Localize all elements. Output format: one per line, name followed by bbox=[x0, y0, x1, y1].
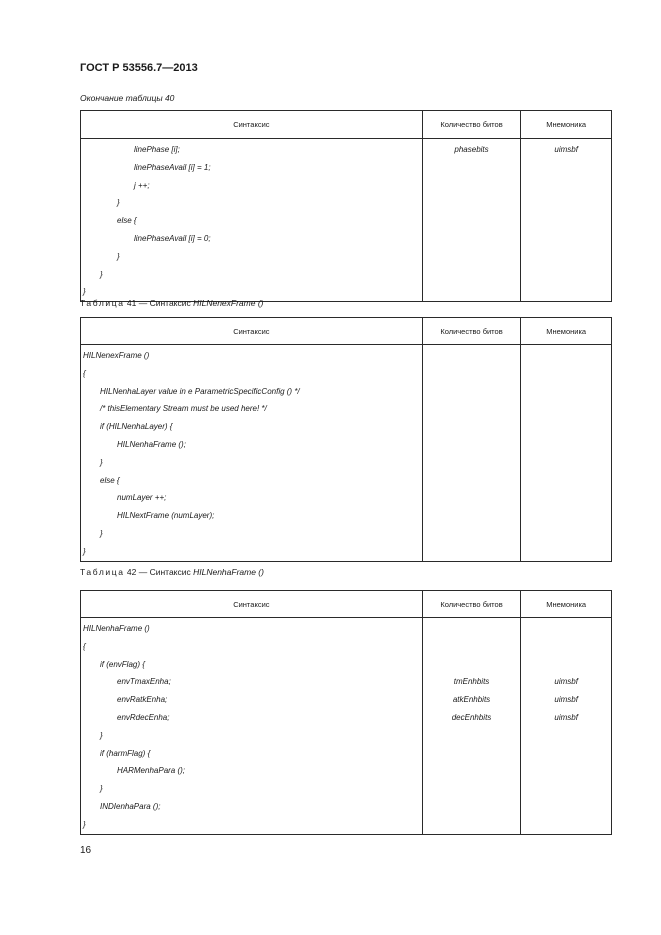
mnemonic-column bbox=[520, 618, 611, 834]
mnemonic-cell bbox=[521, 745, 611, 763]
mnemonic-cell bbox=[521, 798, 611, 816]
bits-cell bbox=[423, 780, 521, 798]
mnemonic-cell bbox=[521, 489, 611, 507]
bits-cell bbox=[423, 656, 521, 674]
mnemonic-cell bbox=[521, 283, 611, 301]
bits-cell: phasebits bbox=[454, 145, 489, 154]
mnemonic-cell bbox=[521, 620, 611, 638]
table42-caption-prefix: Таблица bbox=[80, 567, 125, 577]
mnemonic-cell: uimsbf bbox=[554, 695, 578, 705]
mnemonic-cell bbox=[521, 762, 611, 780]
mnemonic-cell bbox=[521, 656, 611, 674]
bits-cell bbox=[423, 525, 521, 543]
mnemonic-cell bbox=[521, 212, 611, 230]
mnemonic-cell bbox=[521, 816, 611, 834]
syntax-table-41 bbox=[80, 317, 612, 562]
bits-cell bbox=[423, 418, 521, 436]
syntax-line: if (HILNenhaLayer) { bbox=[100, 422, 173, 432]
col-syntax-header: Синтаксис bbox=[233, 326, 270, 336]
mnemonic-column bbox=[520, 139, 611, 301]
syntax-line: if (envFlag) { bbox=[100, 659, 145, 669]
table-body bbox=[81, 618, 611, 834]
bits-cell bbox=[423, 248, 521, 266]
bits-cell bbox=[423, 638, 521, 656]
col-mnemonic-header: Мнемоника bbox=[520, 591, 611, 617]
col-syntax-header: Синтаксис bbox=[233, 599, 270, 609]
table41-caption-rest: 41 — Синтаксис bbox=[124, 298, 194, 308]
bits-cell: atkEnhbits bbox=[452, 695, 491, 705]
table40-caption bbox=[80, 93, 174, 103]
mnemonic-cell: uimsbf bbox=[554, 712, 578, 722]
syntax-line: } bbox=[100, 730, 103, 740]
syntax-line: { bbox=[83, 641, 86, 651]
syntax-line: /* thisElementary Stream must be used here! */ bbox=[100, 404, 267, 414]
bits-cell bbox=[423, 159, 521, 177]
bits-cell bbox=[423, 212, 521, 230]
bits-cell bbox=[423, 283, 521, 301]
bits-cell bbox=[423, 762, 521, 780]
syntax-line: envRdecEnha; bbox=[117, 712, 170, 722]
bits-column bbox=[422, 618, 521, 834]
syntax-line: HILNextFrame (numLayer); bbox=[117, 511, 215, 521]
syntax-line: else { bbox=[117, 216, 137, 226]
syntax-line: { bbox=[83, 368, 86, 378]
mnemonic-cell bbox=[521, 248, 611, 266]
table41-caption-func: HILNenexFrame () bbox=[193, 298, 264, 308]
table41-caption-prefix: Таблица bbox=[80, 298, 125, 308]
syntax-line: } bbox=[117, 198, 120, 208]
syntax-line: envTmaxEnha; bbox=[117, 677, 171, 687]
syntax-line: HILNenexFrame () bbox=[83, 351, 150, 360]
table-body bbox=[81, 345, 611, 561]
bits-cell bbox=[423, 798, 521, 816]
mnemonic-cell bbox=[521, 159, 611, 177]
syntax-column bbox=[81, 618, 422, 834]
bits-cell: decEnhbits bbox=[451, 712, 492, 722]
mnemonic-cell bbox=[521, 525, 611, 543]
mnemonic-cell bbox=[521, 347, 611, 365]
bits-cell bbox=[423, 400, 521, 418]
mnemonic-cell: uimsbf bbox=[554, 145, 578, 154]
syntax-line: linePhaseAvail [i] = 0; bbox=[134, 233, 211, 243]
bits-cell bbox=[423, 507, 521, 525]
mnemonic-cell bbox=[521, 638, 611, 656]
mnemonic-cell bbox=[521, 266, 611, 284]
document-header: ГОСТ Р 53556.7—2013 bbox=[80, 62, 198, 74]
col-mnemonic-header: Мнемоника bbox=[520, 111, 611, 138]
mnemonic-cell: uimsbf bbox=[554, 677, 578, 687]
page-number: 16 bbox=[80, 845, 92, 856]
mnemonic-cell bbox=[521, 543, 611, 561]
table42-caption-func: HILNenhaFrame () bbox=[193, 567, 264, 577]
syntax-line: HILNenhaFrame (); bbox=[117, 439, 186, 449]
table-header bbox=[81, 591, 611, 618]
syntax-line: linePhase [i]; bbox=[134, 145, 180, 154]
syntax-line: else { bbox=[100, 475, 120, 485]
bits-cell bbox=[423, 489, 521, 507]
bits-cell bbox=[423, 472, 521, 490]
syntax-line: envRatkEnha; bbox=[117, 695, 168, 705]
mnemonic-cell bbox=[521, 177, 611, 195]
bits-cell bbox=[423, 543, 521, 561]
table42-caption bbox=[80, 567, 264, 577]
bits-cell bbox=[423, 347, 521, 365]
mnemonic-column bbox=[520, 345, 611, 561]
bits-cell bbox=[423, 816, 521, 834]
bits-cell bbox=[423, 266, 521, 284]
mnemonic-cell bbox=[521, 383, 611, 401]
mnemonic-cell bbox=[521, 230, 611, 248]
col-mnemonic-header: Мнемоника bbox=[520, 318, 611, 344]
mnemonic-cell bbox=[521, 472, 611, 490]
table41-caption bbox=[80, 298, 264, 308]
mnemonic-cell bbox=[521, 436, 611, 454]
syntax-line: } bbox=[100, 528, 103, 538]
syntax-line: INDIenhaPara (); bbox=[100, 801, 161, 811]
mnemonic-cell bbox=[521, 507, 611, 525]
syntax-line: linePhaseAvail [i] = 1; bbox=[134, 162, 211, 172]
syntax-line: numLayer ++; bbox=[117, 493, 167, 503]
syntax-column bbox=[81, 139, 422, 301]
col-syntax-header: Синтаксис bbox=[233, 120, 270, 129]
mnemonic-cell bbox=[521, 400, 611, 418]
bits-column bbox=[422, 345, 521, 561]
mnemonic-cell bbox=[521, 194, 611, 212]
table-header bbox=[81, 318, 611, 345]
syntax-line: if (harmFlag) { bbox=[100, 748, 151, 758]
syntax-line: } bbox=[100, 269, 103, 279]
syntax-line: } bbox=[83, 287, 86, 297]
bits-cell bbox=[423, 745, 521, 763]
mnemonic-cell bbox=[521, 365, 611, 383]
bits-cell bbox=[423, 727, 521, 745]
col-bits-header: Количество битов bbox=[422, 591, 521, 617]
bits-cell bbox=[423, 620, 521, 638]
bits-cell bbox=[423, 454, 521, 472]
syntax-line: } bbox=[83, 819, 86, 829]
bits-cell bbox=[423, 194, 521, 212]
bits-cell bbox=[423, 436, 521, 454]
syntax-line: } bbox=[117, 251, 120, 261]
table-header bbox=[81, 111, 611, 139]
col-bits-header: Количество битов bbox=[422, 111, 521, 138]
table42-caption-rest: 42 — Синтаксис bbox=[124, 567, 194, 577]
bits-cell bbox=[423, 365, 521, 383]
bits-cell: tmEnhbits bbox=[453, 677, 490, 687]
syntax-line: HILNenhaLayer value in e ParametricSpecificConfig () */ bbox=[100, 386, 300, 396]
syntax-line: HARMenhaPara (); bbox=[117, 766, 186, 776]
syntax-line: } bbox=[100, 457, 103, 467]
bits-cell bbox=[423, 383, 521, 401]
table-body bbox=[81, 139, 611, 301]
mnemonic-cell bbox=[521, 780, 611, 798]
bits-cell bbox=[423, 230, 521, 248]
bits-cell bbox=[423, 177, 521, 195]
mnemonic-cell bbox=[521, 454, 611, 472]
syntax-line: HILNenhaFrame () bbox=[83, 624, 150, 633]
syntax-table-42 bbox=[80, 590, 612, 835]
syntax-line: } bbox=[100, 784, 103, 794]
syntax-line: } bbox=[83, 546, 86, 556]
mnemonic-cell bbox=[521, 418, 611, 436]
mnemonic-cell bbox=[521, 727, 611, 745]
syntax-column bbox=[81, 345, 422, 561]
bits-column bbox=[422, 139, 521, 301]
syntax-line: j ++; bbox=[134, 180, 150, 190]
col-bits-header: Количество битов bbox=[422, 318, 521, 344]
table40-caption-text: Окончание таблицы 40 bbox=[80, 93, 175, 103]
syntax-table-40 bbox=[80, 110, 612, 302]
